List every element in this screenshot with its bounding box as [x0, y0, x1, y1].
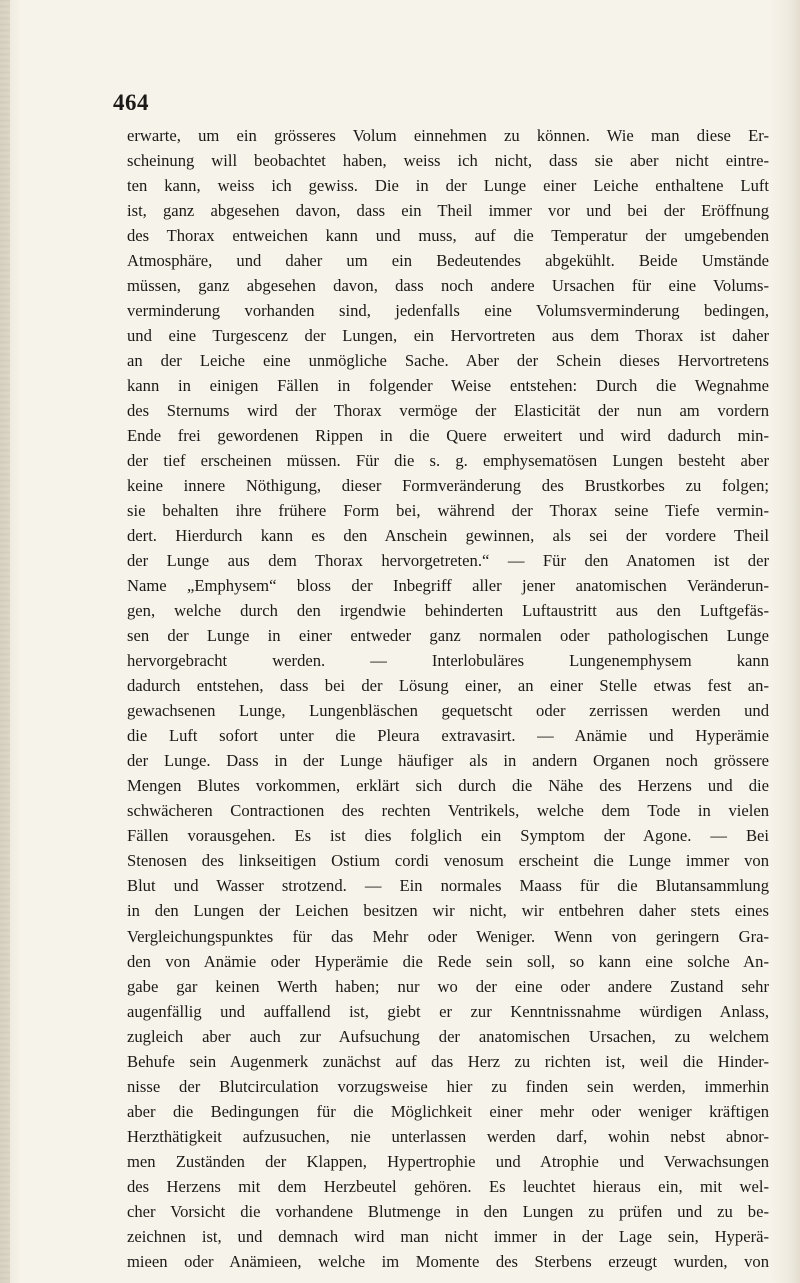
text-line: müssen, ganz abgesehen davon, dass noch andere Ursachen für eine Volums-: [127, 276, 769, 296]
text-line: Vergleichungspunktes für das Mehr oder Weniger. Wenn von geringern Gra-: [127, 926, 769, 946]
text-line: zeichnen ist, und demnach wird man nicht immer in der Lage sein, Hyperä-: [127, 1226, 769, 1246]
text-line: Name „Emphysem“ bloss der Inbegriff aller jener anatomischen Veränderun-: [127, 576, 769, 596]
text-line: gabe gar keinen Werth haben; nur wo der eine oder andere Zustand sehr: [127, 976, 769, 996]
text-line: des Thorax entweichen kann und muss, auf die Temperatur der umgebenden: [127, 226, 769, 246]
text-line: sie behalten ihre frühere Form bei, während der Thorax seine Tiefe vermin-: [127, 501, 769, 521]
text-line: und eine Turgescenz der Lungen, ein Hervortreten aus dem Thorax ist daher: [127, 326, 769, 346]
text-line: zugleich aber auch zur Aufsuchung der anatomischen Ursachen, zu welchem: [127, 1026, 769, 1046]
text-line: keine innere Nöthigung, dieser Formveränderung des Brustkorbes zu folgen;: [127, 476, 769, 496]
text-line: augenfällig und auffallend ist, giebt er zur Kenntnissnahme würdigen Anlass,: [127, 1001, 769, 1021]
text-line: Fällen vorausgehen. Es ist dies folglich ein Symptom der Agone. — Bei: [127, 826, 769, 846]
text-line: dert. Hierdurch kann es den Anschein gewinnen, als sei der vordere Theil: [127, 526, 769, 546]
text-line: Stenosen des linkseitigen Ostium cordi venosum erscheint die Lunge immer von: [127, 851, 769, 871]
text-line: erwarte, um ein grösseres Volum einnehmen zu können. Wie man diese Er-: [127, 126, 769, 145]
text-line: der Lunge aus dem Thorax hervorgetreten.“ — Für den Anatomen ist der: [127, 551, 769, 571]
text-line: kann in einigen Fällen in folgender Weise entstehen: Durch die Wegnahme: [127, 376, 769, 396]
text-line: verminderung vorhanden sind, jedenfalls eine Volumsverminderung bedingen,: [127, 301, 769, 321]
text-line: des Sternums wird der Thorax vermöge der Elasticität der nun am vordern: [127, 401, 769, 421]
text-line: der Lunge. Dass in der Lunge häufiger als in andern Organen noch grössere: [127, 751, 769, 771]
text-line: an der Leiche eine unmögliche Sache. Aber der Schein dieses Hervortretens: [127, 351, 769, 371]
text-line: schwächeren Contractionen des rechten Ventrikels, welche dem Tode in vielen: [127, 801, 769, 821]
text-line: gewachsenen Lunge, Lungenbläschen gequetscht oder zerrissen werden und: [127, 701, 769, 721]
text-line: cher Vorsicht die vorhandene Blutmenge in den Lungen zu prüfen und zu be-: [127, 1201, 769, 1221]
text-line: mieen oder Anämieen, welche im Momente des Sterbens erzeugt wurden, von: [127, 1251, 769, 1271]
body-text: [127, 123, 769, 1274]
text-line: Behufe sein Augenmerk zunächst auf das Herz zu richten ist, weil die Hinder-: [127, 1051, 769, 1071]
text-line: ten kann, weiss ich gewiss. Die in der Lunge einer Leiche enthaltene Luft: [127, 176, 769, 196]
text-line: Blut und Wasser strotzend. — Ein normales Maass für die Blutansammlung: [127, 876, 769, 896]
text-line: Mengen Blutes vorkommen, erklärt sich durch die Nähe des Herzens und die: [127, 776, 769, 796]
text-line: hervorgebracht werden. — Interlobuläres Lungenemphysem kann: [127, 651, 769, 671]
text-line: nisse der Blutcirculation vorzugsweise hier zu finden sein werden, immerhin: [127, 1076, 769, 1096]
text-line: Ende frei gewordenen Rippen in die Quere erweitert und wird dadurch min-: [127, 426, 769, 446]
text-line: men Zuständen der Klappen, Hypertrophie und Atrophie und Verwachsungen: [127, 1151, 769, 1171]
text-line: die Luft sofort unter die Pleura extravasirt. — Anämie und Hyperämie: [127, 726, 769, 746]
text-line: scheinung will beobachtet haben, weiss ich nicht, dass sie aber nicht eintre-: [127, 151, 769, 171]
text-line: in den Lungen der Leichen besitzen wir nicht, wir entbehren daher stets eines: [127, 901, 769, 921]
page-number: 464: [113, 90, 149, 115]
text-line: des Herzens mit dem Herzbeutel gehören. Es leuchtet hieraus ein, mit wel-: [127, 1176, 769, 1196]
text-line: gen, welche durch den irgendwie behinderten Luftaustritt aus den Luftgefäs-: [127, 601, 769, 621]
page-binding-edge: [0, 0, 10, 1283]
text-line: aber die Bedingungen für die Möglichkeit einer mehr oder weniger kräftigen: [127, 1101, 769, 1121]
text-line: ist, ganz abgesehen davon, dass ein Theil immer vor und bei der Eröffnung: [127, 201, 769, 221]
text-line: Herzthätigkeit aufzusuchen, nie unterlassen werden darf, wohin nebst abnor-: [127, 1126, 769, 1146]
text-line: den von Anämie oder Hyperämie die Rede sein soll, so kann eine solche An-: [127, 951, 769, 971]
text-line: sen der Lunge in einer entweder ganz normalen oder pathologischen Lunge: [127, 626, 769, 646]
text-line: Atmosphäre, und daher um ein Bedeutendes abgekühlt. Beide Umstände: [127, 251, 769, 271]
text-line: der tief erscheinen müssen. Für die s. g. emphysematösen Lungen besteht aber: [127, 451, 769, 471]
text-line: dadurch entstehen, dass bei der Lösung einer, an einer Stelle etwas fest an-: [127, 676, 769, 696]
